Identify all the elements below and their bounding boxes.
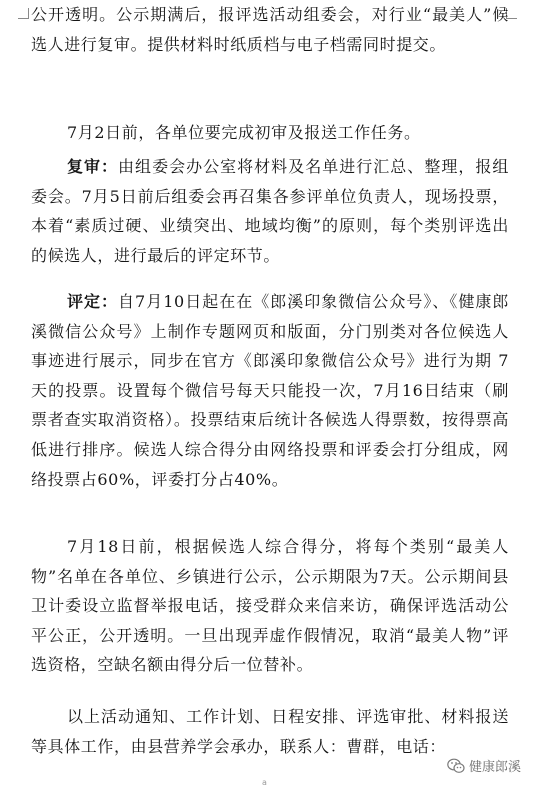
section-label-evaluation: 评定： <box>67 292 119 311</box>
paragraph-text: 以上活动通知、工作计划、日程安排、评选审批、材料报送等具体工作，由县营养学会承办，联系人：曹群，电话： <box>31 707 509 756</box>
paragraph-deadline <box>31 118 509 148</box>
source-watermark <box>447 756 521 775</box>
paragraph-text: 自7月10日起在在《郎溪印象微信公众号》、《健康郎溪微信公众号》上制作专题网页和版面，分门别类对各位候选人事迹进行展示，同步在官方《郎溪印象微信公众号》进行为期 7天的投票。设置每个微信号每天只能投一次，7月16日结束（刷票者查实取消资格）。投票结束后统计各候选人得票数，按得票高低进行排序。候选人综合得分由网络投票和评委会打分组成，网络投票占60%，评委打分占40%。 <box>31 292 509 489</box>
footer-mark: a <box>262 778 267 787</box>
wechat-icon <box>447 758 465 774</box>
page-corner-mark <box>18 8 29 19</box>
paragraph-review <box>31 152 509 270</box>
section-label-review: 复审： <box>67 157 119 176</box>
paragraph-text: 公开透明。公示期满后，报评选活动组委会，对行业“最美人”候选人进行复审。提供材料时纸质档与电子档需同时提交。 <box>31 5 509 54</box>
paragraph-continued <box>31 0 509 59</box>
paragraph-publicity <box>31 532 509 680</box>
paragraph-text: 由组委会办公室将材料及名单进行汇总、整理，报组委会。7月5日前后组委会再召集各参评单位负责人，现场投票，本着“素质过硬、业绩突出、地域均衡”的原则，每个类别评选出的候选人，进行最后的评定环节。 <box>31 157 509 265</box>
paragraph-evaluation <box>31 287 509 494</box>
watermark-text: 健康郎溪 <box>468 760 521 775</box>
paragraph-contact <box>31 702 509 761</box>
paragraph-text: 7月2日前，各单位要完成初审及报送工作任务。 <box>67 123 421 142</box>
paragraph-text: 7月18日前，根据候选人综合得分，将每个类别“最美人物”名单在各单位、乡镇进行公示，公示期限为7天。公示期间县卫计委设立监督举报电话，接受群众来信来访，确保评选活动公平公正，公开透明。一旦出现弄虚作假情况，取消“最美人物”评选资格，空缺名额由得分后一位替补。 <box>31 537 509 675</box>
